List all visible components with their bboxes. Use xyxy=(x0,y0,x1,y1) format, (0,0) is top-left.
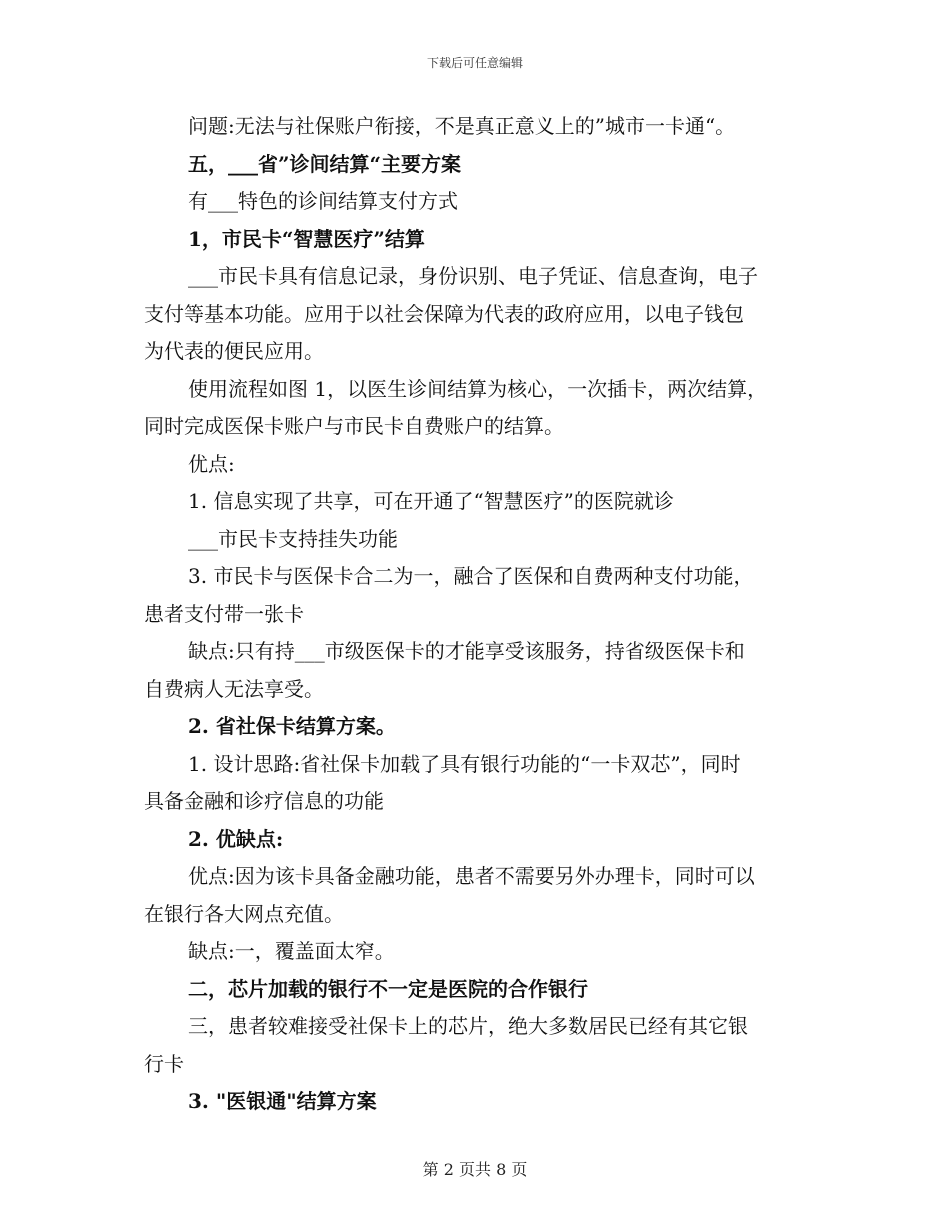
paragraph-line: 具备金融和诊疗信息的功能 xyxy=(144,789,384,813)
paragraph-line: 在银行各大网点充值。 xyxy=(144,902,344,926)
section-heading: 3. "医银通"结算方案 xyxy=(188,1089,377,1113)
paragraph-line: 有___特色的诊间结算支付方式 xyxy=(188,189,458,213)
section-heading: 1，市民卡“智慧医疗”结算 xyxy=(188,227,425,251)
paragraph-line: 行卡 xyxy=(144,1052,184,1076)
paragraph-line: 优点:因为该卡具备金融功能，患者不需要另外办理卡，同时可以 xyxy=(188,864,755,888)
paragraph-line: 自费病人无法享受。 xyxy=(144,677,324,701)
paragraph-line: 3. 市民卡与医保卡合二为一，融合了医保和自费两种支付功能， xyxy=(188,564,754,588)
section-heading: 2. 省社保卡结算方案。 xyxy=(188,714,396,738)
paragraph-line: ___市民卡具有信息记录，身份识别、电子凭证、信息查询，电子 xyxy=(188,264,758,288)
paragraph-line: 同时完成医保卡账户与市民卡自费账户的结算。 xyxy=(144,414,564,438)
page-header: 下载后可任意编辑 xyxy=(426,56,523,70)
paragraph-line: 患者支付带一张卡 xyxy=(144,602,304,626)
paragraph-line: 1. 设计思路:省社保卡加载了具有银行功能的“一卡双芯”，同时 xyxy=(188,752,741,776)
section-heading: 2. 优缺点: xyxy=(188,827,284,851)
page-footer: 第 2 页共 8 页 xyxy=(422,1160,528,1179)
paragraph-line: ___市民卡支持挂失功能 xyxy=(188,527,398,551)
section-heading: 五，___省”诊间结算“主要方案 xyxy=(188,152,462,176)
paragraph-line: 1. 信息实现了共享，可在开通了“智慧医疗”的医院就诊 xyxy=(188,489,674,513)
paragraph-line: 三，患者较难接受社保卡上的芯片，绝大多数居民已经有其它银 xyxy=(188,1014,748,1038)
paragraph-line: 问题:无法与社保账户衔接，不是真正意义上的”城市一卡通“。 xyxy=(188,114,736,138)
paragraph-line: 支付等基本功能。应用于以社会保障为代表的政府应用，以电子钱包 xyxy=(144,302,744,326)
paragraph-line: 为代表的便民应用。 xyxy=(144,339,324,363)
paragraph-line: 优点: xyxy=(188,452,235,476)
paragraph-line: 使用流程如图 1，以医生诊间结算为核心，一次插卡，两次结算， xyxy=(188,377,768,401)
paragraph-line: 缺点:一，覆盖面太窄。 xyxy=(188,939,395,963)
paragraph-line: 缺点:只有持___市级医保卡的才能享受该服务，持省级医保卡和 xyxy=(188,639,745,663)
section-heading: 二，芯片加载的银行不一定是医院的合作银行 xyxy=(188,977,588,1001)
